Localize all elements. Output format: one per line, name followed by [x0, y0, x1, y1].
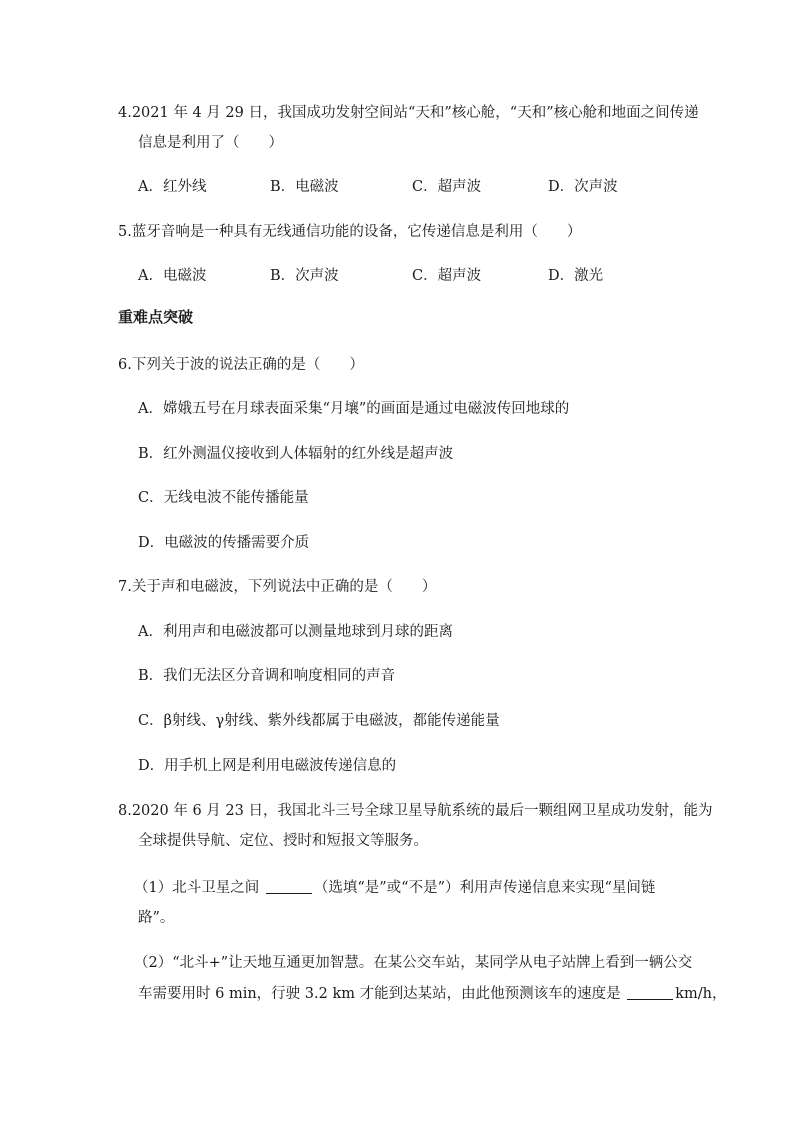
- q7-option-b: B．我们无法区分音调和响度相同的声音: [138, 668, 396, 684]
- q4-option-b: B．电磁波: [270, 179, 339, 195]
- q6-option-b: B．红外测温仪接收到人体辐射的红外线是超声波: [138, 446, 454, 462]
- q8-part1-text-b: （选填“是”或“不是”）利用声传递信息来实现“星间链: [313, 880, 656, 896]
- q8-part1-line1: [134, 878, 655, 898]
- q8-stem-line2: 全球提供导航、定位、授时和短报文等服务。: [138, 833, 428, 849]
- q6-option-d: D．电磁波的传播需要介质: [138, 535, 310, 551]
- q8-part2-text-b: 车需要用时 6 min，行驶 3.2 km 才能到达某站，由此他预测该车的速度是: [138, 986, 626, 1002]
- q7-option-d: D．用手机上网是利用电磁波传递信息的: [138, 758, 397, 774]
- q6-option-c: C．无线电波不能传播能量: [138, 490, 309, 506]
- q8-part2-text-c: km/h，: [675, 986, 727, 1002]
- q8-part1-text-a: （1）北斗卫星之间: [134, 880, 264, 896]
- q7-option-a: A．利用声和电磁波都可以测量地球到月球的距离: [138, 624, 453, 640]
- q4-option-d: D．次声波: [548, 179, 618, 195]
- q5-option-b: B．次声波: [270, 268, 339, 284]
- q8-part2-line1: （2）“北斗+”让天地互通更加智慧。在某公交车站，某同学从电子站牌上看到一辆公交: [134, 955, 693, 971]
- q4-stem-line1: 4.2021 年 4 月 29 日，我国成功发射空间站“天和”核心舱，“天和”核心舱和地面之间传递: [118, 105, 699, 121]
- q4-stem-line2: 信息是利用了（ ）: [138, 135, 283, 151]
- q5-options: [138, 266, 698, 286]
- q5-option-c: C．超声波: [412, 268, 482, 284]
- q8-part2-line2: [138, 984, 726, 1004]
- q8-stem-line1: 8.2020 年 6 月 23 日，我国北斗三号全球卫星导航系统的最后一颗组网卫星成功发射，能为: [118, 803, 713, 819]
- q5-option-a: A．电磁波: [138, 268, 207, 284]
- q4-options: [138, 177, 698, 197]
- q7-stem-line1: 7.关于声和电磁波，下列说法中正确的是（ ）: [118, 579, 437, 595]
- q7-option-c: C．β射线、γ射线、紫外线都属于电磁波，都能传递能量: [138, 713, 500, 729]
- q8-part2-answer-blank[interactable]: [627, 985, 673, 1000]
- section-heading: 重难点突破: [118, 308, 194, 326]
- q4-option-a: A．红外线: [138, 179, 207, 195]
- q8-part1-line2: 路”。: [138, 910, 175, 926]
- q5-option-d: D．激光: [548, 268, 604, 284]
- q6-option-a: A．嫦娥五号在月球表面采集“月壤”的画面是通过电磁波传回地球的: [138, 401, 570, 417]
- q6-stem-line1: 6.下列关于波的说法正确的是（ ）: [118, 357, 364, 373]
- q5-stem-line1: 5.蓝牙音响是一种具有无线通信功能的设备，它传递信息是利用（ ）: [118, 224, 582, 240]
- q8-part1-answer-blank[interactable]: [266, 879, 312, 894]
- q4-option-c: C．超声波: [412, 179, 482, 195]
